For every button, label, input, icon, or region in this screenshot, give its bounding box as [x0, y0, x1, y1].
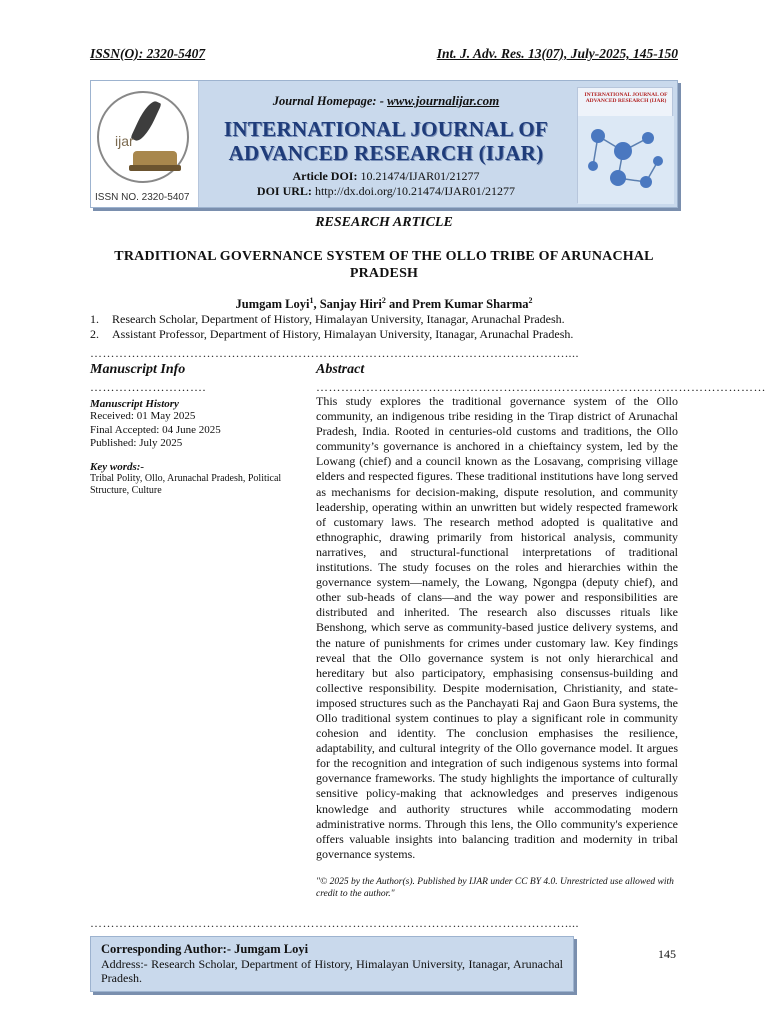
- abstract-heading: Abstract: [316, 362, 365, 377]
- author-name: Jumgam Loyi: [235, 297, 310, 312]
- doi-block: [201, 169, 571, 199]
- section-divider: ……………………………………………………………………………………………………....: [90, 916, 579, 930]
- keywords-text: Tribal Polity, Ollo, Arunachal Pradesh, Political Structure, Culture: [90, 472, 282, 496]
- molecule-icon: [578, 116, 674, 204]
- affiliation-item: 1. Research Scholar, Department of History, Himalayan University, Itanagar, Arunachal Pradesh.: [90, 312, 565, 326]
- corresponding-author-title: Corresponding Author:- Jumgam Loyi: [101, 942, 309, 956]
- affiliation-item: 2. Assistant Professor, Department of History, Himalayan University, Itanagar, Arunachal Pradesh.: [90, 327, 574, 341]
- article-title: TRADITIONAL GOVERNANCE SYSTEM OF THE OLLO TRIBE OF ARUNACHAL PRADESH: [114, 249, 654, 281]
- journal-name-line2: ADVANCED RESEARCH (IJAR): [228, 141, 544, 165]
- book-base-icon: [129, 165, 181, 171]
- keywords-label: Key words:-: [90, 460, 145, 473]
- published-date: Published: July 2025: [90, 437, 183, 449]
- journal-logo: [91, 81, 199, 207]
- author-affil-sup: 2: [381, 296, 386, 305]
- page-number: 145: [658, 947, 676, 961]
- manuscript-info: [90, 362, 290, 498]
- copyright-notice: "© 2025 by the Author(s). Published by IJAR under CC BY 4.0. Unrestricted use allowed with credit to the author.": [316, 876, 674, 899]
- column-divider: ………………………………………………………………………………………………: [316, 380, 766, 394]
- doi-url-label: DOI URL:: [256, 184, 315, 198]
- citation-header: Int. J. Adv. Res. 13(07), July-2025, 145-150: [436, 46, 678, 61]
- quill-icon: [130, 98, 161, 144]
- column-divider: ……………………….: [90, 380, 206, 394]
- abstract-section: [316, 362, 766, 900]
- manuscript-info-heading: Manuscript Info: [90, 362, 186, 377]
- journal-name-line1: INTERNATIONAL JOURNAL OF: [223, 117, 549, 141]
- manuscript-history-label: Manuscript History: [90, 398, 179, 410]
- received-date: Received: 01 May 2025: [90, 410, 196, 422]
- ijar-logo-icon: [97, 91, 189, 183]
- doi-value: 10.21474/IJAR01/21277: [360, 169, 480, 183]
- section-divider: ……………………………………………………………………………………………………....: [90, 346, 579, 360]
- corresponding-author-box: [90, 936, 574, 992]
- doi-url-link[interactable]: http://dx.doi.org/10.21474/IJAR01/21277: [314, 184, 516, 198]
- journal-banner: [90, 80, 678, 208]
- author-separator: and: [385, 297, 413, 312]
- homepage-label: Journal Homepage: -: [272, 94, 387, 108]
- author-affil-sup: 1: [309, 296, 314, 305]
- running-header: [90, 46, 678, 64]
- author-list: [90, 296, 678, 312]
- corresponding-author-address: Address:- Research Scholar, Department of History, Himalayan University, Itanagar, Arunachal Pradesh.: [101, 957, 563, 985]
- accepted-date: Final Accepted: 04 June 2025: [90, 423, 221, 436]
- author-separator: ,: [313, 297, 320, 312]
- affiliations: [90, 312, 678, 342]
- author-name: Prem Kumar Sharma: [412, 297, 529, 312]
- author-name: Sanjay Hiri: [319, 297, 382, 312]
- doi-label: Article DOI:: [292, 169, 361, 183]
- issn-number: ISSN NO. 2320-5407: [95, 192, 190, 203]
- journal-homepage: [201, 93, 571, 109]
- abstract-text: This study explores the traditional governance system of the Ollo community, an indigenous tribe residing in the Tirap district of Arunachal Pradesh, India. Rooted in centuries-old customs and traditions, the Ollo community’s governance is anchored in a chieftaincy system, led by the Lowang (chief) and a council known as the Losavang, comprising village elders and respected figures. These traditional institutions have long served as mechanisms for decision-making, dispute resolution, and community leadership, operating within an unwritten but widely respected framework of customary laws. The research method adopted is qualitative and ethnographic, drawing primarily from historical analysis, community narratives, and structural-functional interpretations of traditional institutions. The study focuses on the roles and hierarchies within the governance system—namely, the Lowang, Ngongpa (deputy chief), and other sub-heads of clans—and the way power and responsibilities are distributed and inherited. The research also discusses rituals like Benshong, which serve as community-based justice delivery systems, and the nature of punishments for crimes under customary law. Key findings reveal that the Ollo governance system is not only hierarchical and hereditary but also participatory, emphasising consensus-building and collective responsibility. Despite modernisation, Christianity, and state-imposed structures such as the Panchayati Raj and Gaon Bura systems, the Ollo traditional system continues to play a significant role in community cohesion and identity. The conclusion emphasises the resilience, adaptability, and cultural integrity of the Ollo governance model. It argues for the recognition and integration of such indigenous systems into formal governance frameworks. The study highlights the importance of culturally sensitive policy-making that acknowledges and preserves indigenous knowledge and authority structures while accommodating modern administrative norms. Through this lens, the Ollo community's experience offers valuable insights into balancing tradition and modernity in tribal governance systems.: [316, 394, 678, 861]
- homepage-link[interactable]: www.journalijar.com: [387, 93, 500, 108]
- journal-cover-thumbnail: [577, 87, 673, 203]
- article-type: RESEARCH ARTICLE: [315, 215, 453, 230]
- author-affil-sup: 2: [528, 296, 533, 305]
- issn-header: ISSN(O): 2320-5407: [90, 46, 206, 61]
- cover-title: INTERNATIONAL JOURNAL OF ADVANCED RESEARCH (IJAR): [584, 92, 668, 104]
- logo-text: ijar: [115, 133, 134, 149]
- journal-name: [201, 117, 571, 165]
